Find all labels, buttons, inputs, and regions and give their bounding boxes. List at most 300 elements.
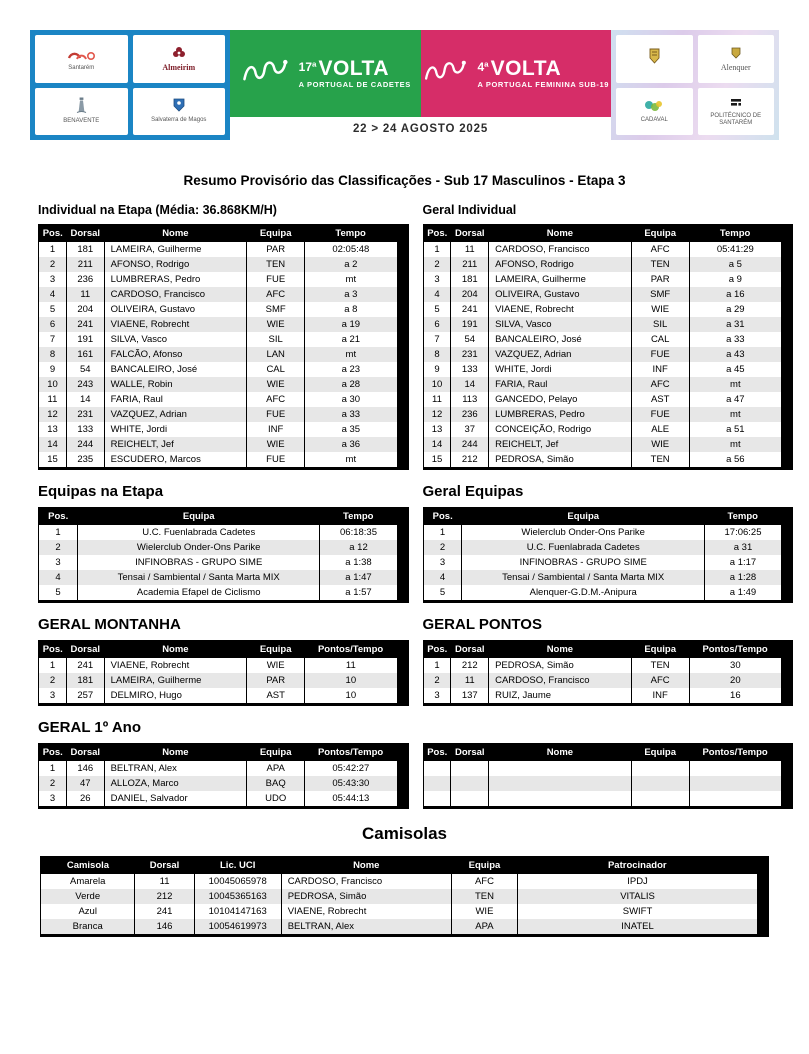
table-cell: 14 (66, 392, 104, 407)
header-banner (30, 30, 779, 140)
santarem-arches-icon (66, 46, 96, 65)
table-cell (423, 761, 451, 776)
table-cell: 3 (423, 272, 451, 287)
table-cell: LAMEIRA, Guilherme (489, 272, 632, 287)
table-cell: 11 (423, 392, 451, 407)
table-cell: WIE (247, 377, 305, 392)
table-cell (689, 791, 781, 808)
table-row (423, 673, 782, 688)
table-cell: 212 (451, 658, 489, 673)
event-banner (230, 30, 611, 140)
table-cell: a 19 (305, 317, 397, 332)
table-cell: 54 (451, 332, 489, 347)
table-row (39, 347, 398, 362)
table-cell: 16 (689, 688, 781, 705)
column-header: Nome (104, 225, 247, 243)
table-cell: 12 (39, 407, 67, 422)
almeirim-label: Almeirim (162, 63, 196, 73)
section-first-year (38, 706, 793, 809)
table-cell: 4 (39, 570, 78, 585)
table-cell: DANIEL, Salvador (104, 791, 247, 808)
table-cell: 9 (423, 362, 451, 377)
column-header: Pos. (423, 508, 462, 526)
stage-teams-table (38, 507, 398, 603)
table-cell: 14 (451, 377, 489, 392)
table-cell: 4 (423, 287, 451, 302)
table-row (39, 242, 398, 257)
table-cell: CONCEIÇÃO, Rodrigo (489, 422, 632, 437)
table-cell: AFC (631, 377, 689, 392)
table-row (39, 555, 398, 570)
general-individual-heading: Geral Individual (422, 203, 517, 217)
volta-logo-icon (240, 56, 292, 91)
table-cell: PAR (247, 242, 305, 257)
table-cell: U.C. Fuenlabrada Cadetes (462, 540, 705, 555)
table-cell: a 28 (305, 377, 397, 392)
table-cell: a 30 (305, 392, 397, 407)
table-row (39, 673, 398, 688)
table-cell: WIE (451, 904, 517, 919)
santarem-label: Santarém (68, 64, 95, 71)
table-cell: 05:42:27 (305, 761, 397, 776)
page-title: Resumo Provisório das Classificações - Sub 17 Masculinos - Etapa 3 (183, 173, 626, 188)
table-cell: a 1:57 (320, 585, 397, 602)
table-cell: IPDJ (518, 874, 758, 889)
table-cell: LUMBRERAS, Pedro (489, 407, 632, 422)
column-header: Dorsal (66, 641, 104, 659)
alenquer-logo (698, 35, 775, 83)
table-cell: REICHELT, Jef (489, 437, 632, 452)
table-cell: FARIA, Raul (489, 377, 632, 392)
table-cell: 204 (66, 302, 104, 317)
table-cell: 5 (39, 302, 67, 317)
table-cell: SIL (247, 332, 305, 347)
table-cell: 26 (66, 791, 104, 808)
table-cell: INFINOBRAS - GRUPO SIME (462, 555, 705, 570)
table-cell: CAL (247, 362, 305, 377)
table-cell: FARIA, Raul (104, 392, 247, 407)
table-cell: a 5 (689, 257, 781, 272)
table-row (423, 422, 782, 437)
table-cell: 113 (451, 392, 489, 407)
table-cell: a 8 (305, 302, 397, 317)
table-cell: 05:41:29 (689, 242, 781, 257)
table-cell: mt (689, 437, 781, 452)
header-row (39, 225, 398, 243)
table-cell: WHITE, Jordi (104, 422, 247, 437)
table-cell: 3 (39, 555, 78, 570)
table-cell: WIE (247, 658, 305, 673)
table-cell: 5 (423, 585, 462, 602)
table-cell (689, 776, 781, 791)
table-cell: a 35 (305, 422, 397, 437)
table-row (39, 791, 398, 808)
table-cell: Tensai / Sambiental / Santa Marta MIX (462, 570, 705, 585)
table-cell (451, 761, 489, 776)
table-cell: WIE (631, 302, 689, 317)
table-cell: APA (451, 919, 517, 936)
table-cell: AFONSO, Rodrigo (104, 257, 247, 272)
table-cell: 191 (451, 317, 489, 332)
stage-individual-heading: Individual na Etapa (Média: 36.868KM/H) (38, 203, 277, 217)
column-header: Pos. (423, 225, 451, 243)
table-cell: 8 (39, 347, 67, 362)
table-cell: CARDOSO, Francisco (104, 287, 247, 302)
table-row (39, 688, 398, 705)
column-header: Equipa (247, 744, 305, 762)
table-cell: a 1:17 (704, 555, 781, 570)
table-cell: 10045065978 (194, 874, 281, 889)
table-cell: ALE (631, 422, 689, 437)
table-cell: UDO (247, 791, 305, 808)
table-cell: 133 (451, 362, 489, 377)
table-cell: 11 (451, 242, 489, 257)
first-year-table (38, 743, 398, 809)
table-row (423, 242, 782, 257)
column-header: Pos. (39, 744, 67, 762)
table-cell: 02:05:48 (305, 242, 397, 257)
table-cell: a 1:49 (704, 585, 781, 602)
header-row (39, 744, 398, 762)
table-cell: 1 (423, 525, 462, 540)
table-cell: 11 (135, 874, 194, 889)
table-cell: 231 (451, 347, 489, 362)
general-teams-table (423, 507, 783, 603)
table-row (39, 392, 398, 407)
table-row (423, 688, 782, 705)
table-cell: LUMBRERAS, Pedro (104, 272, 247, 287)
sponsor-panel-left (30, 30, 230, 140)
table-cell: 11 (39, 392, 67, 407)
table-row (423, 525, 782, 540)
column-header: Tempo (305, 225, 397, 243)
table-cell: a 2 (305, 257, 397, 272)
table-cell: TEN (451, 889, 517, 904)
table-cell: SWIFT (518, 904, 758, 919)
table-cell: 3 (423, 688, 451, 705)
general-teams-table-wrap (423, 507, 794, 603)
stage-individual-table-wrap (38, 224, 409, 470)
table-cell: VAZQUEZ, Adrian (104, 407, 247, 422)
table-cell: TEN (247, 257, 305, 272)
jerseys-table-outer (40, 856, 769, 937)
table-cell: 10 (39, 377, 67, 392)
table-cell: AFC (631, 242, 689, 257)
table-cell: 243 (66, 377, 104, 392)
table-cell: AFC (247, 392, 305, 407)
table-cell: 1 (39, 658, 67, 673)
column-header: Pontos/Tempo (305, 744, 397, 762)
table-cell: 06:18:35 (320, 525, 397, 540)
table-row (423, 658, 782, 673)
table-row (423, 377, 782, 392)
table-cell: 204 (451, 287, 489, 302)
table-cell: 2 (423, 540, 462, 555)
table-cell: 10045365163 (194, 889, 281, 904)
politecnico-logo (698, 88, 775, 136)
table-cell: 10104147163 (194, 904, 281, 919)
almeirim-logo (133, 35, 226, 83)
header-row (423, 225, 782, 243)
table-row (423, 272, 782, 287)
header-row (423, 508, 782, 526)
table-cell: 14 (423, 437, 451, 452)
table-cell: 37 (451, 422, 489, 437)
volta-cadetes-banner (230, 30, 421, 117)
column-header: Tempo (704, 508, 781, 526)
table-cell: Tensai / Sambiental / Santa Marta MIX (77, 570, 320, 585)
table-cell (631, 776, 689, 791)
table-cell: 13 (39, 422, 67, 437)
table-cell: PEDROSA, Simão (489, 452, 632, 469)
column-header: Equipa (247, 641, 305, 659)
table-row (423, 287, 782, 302)
column-header: Equipa (631, 744, 689, 762)
table-cell: TEN (631, 452, 689, 469)
table-cell: a 36 (305, 437, 397, 452)
table-cell: 211 (451, 257, 489, 272)
table-cell: INATEL (518, 919, 758, 936)
table-cell: PAR (631, 272, 689, 287)
table-cell: LAMEIRA, Guilherme (104, 673, 247, 688)
table-cell: a 1:38 (320, 555, 397, 570)
table-row (423, 407, 782, 422)
table-row (423, 302, 782, 317)
table-cell: Wielerclub Onder-Ons Parike (462, 525, 705, 540)
points-table (423, 640, 783, 706)
table-cell: SIL (631, 317, 689, 332)
table-row (39, 452, 398, 469)
table-cell: a 12 (320, 540, 397, 555)
edition-number: 17ª (298, 59, 317, 74)
table-cell: a 3 (305, 287, 397, 302)
table-cell: AFONSO, Rodrigo (489, 257, 632, 272)
jerseys-table-wrap (40, 856, 769, 937)
table-cell: 211 (66, 257, 104, 272)
cadaval-label: CADAVAL (640, 116, 668, 123)
table-cell: 2 (39, 540, 78, 555)
table-cell: a 56 (689, 452, 781, 469)
table-cell: 133 (66, 422, 104, 437)
table-cell: 161 (66, 347, 104, 362)
almeirim-flower-icon (172, 46, 186, 64)
column-header: Camisola (41, 857, 135, 875)
header-row (39, 508, 398, 526)
stage-teams-heading: Equipas na Etapa (38, 483, 164, 500)
table-row (423, 317, 782, 332)
table-cell: 54 (66, 362, 104, 377)
mountain-table (38, 640, 398, 706)
column-header: Dorsal (66, 225, 104, 243)
table-row (423, 555, 782, 570)
table-cell: a 45 (689, 362, 781, 377)
table-cell: 244 (66, 437, 104, 452)
table-cell: Verde (41, 889, 135, 904)
table-row (423, 761, 782, 776)
column-header: Dorsal (451, 744, 489, 762)
table-row (39, 257, 398, 272)
table-cell: ALLOZA, Marco (104, 776, 247, 791)
table-row (423, 452, 782, 469)
table-cell: 3 (39, 791, 67, 808)
table-row (39, 585, 398, 602)
table-cell: a 43 (689, 347, 781, 362)
column-header: Equipa (631, 225, 689, 243)
table-row (39, 272, 398, 287)
table-cell: 1 (39, 761, 67, 776)
table-cell (451, 776, 489, 791)
header-row (423, 744, 782, 762)
table-cell: 7 (39, 332, 67, 347)
table-cell: RUIZ, Jaume (489, 688, 632, 705)
table-row (423, 362, 782, 377)
points-heading: GERAL PONTOS (422, 616, 542, 633)
first-year-heading-spacer (423, 719, 794, 736)
table-cell: 241 (66, 658, 104, 673)
table-cell: BAQ (247, 776, 305, 791)
table-row (39, 540, 398, 555)
table-cell: 2 (39, 776, 67, 791)
table-cell: 6 (423, 317, 451, 332)
table-cell: PEDROSA, Simão (489, 658, 632, 673)
table-cell: 241 (66, 317, 104, 332)
column-header: Equipa (462, 508, 705, 526)
column-header: Pos. (39, 225, 67, 243)
jerseys-table (40, 856, 758, 937)
table-cell: Branca (41, 919, 135, 936)
table-cell: 4 (39, 287, 67, 302)
salvaterra-label: Salvaterra de Magos (151, 117, 207, 124)
table-cell: CAL (631, 332, 689, 347)
benavente-label: BENAVENTE (63, 118, 100, 125)
table-cell: a 1:47 (320, 570, 397, 585)
table-cell: VITALIS (518, 889, 758, 904)
column-header: Pontos/Tempo (689, 641, 781, 659)
table-cell: WIE (631, 437, 689, 452)
salvaterra-crest-icon (173, 98, 185, 117)
column-header: Dorsal (135, 857, 194, 875)
table-row (39, 377, 398, 392)
table-cell: INF (247, 422, 305, 437)
table-cell: APA (247, 761, 305, 776)
table-cell: CARDOSO, Francisco (489, 242, 632, 257)
table-row (41, 889, 758, 904)
table-cell: 146 (66, 761, 104, 776)
table-cell: 3 (39, 272, 67, 287)
table-cell: 2 (423, 673, 451, 688)
table-cell: PEDROSA, Simão (281, 889, 451, 904)
column-header: Dorsal (66, 744, 104, 762)
volta-feminina-subtitle: A PORTUGAL FEMININA SUB-19 (477, 79, 610, 89)
table-cell: CARDOSO, Francisco (489, 673, 632, 688)
table-cell (451, 791, 489, 808)
column-header: Nome (489, 641, 632, 659)
volta-word: VOLTA (490, 56, 562, 80)
table-cell: Alenquer-G.D.M.-Anipura (462, 585, 705, 602)
table-cell (689, 761, 781, 776)
table-row (39, 362, 398, 377)
table-cell: INF (631, 362, 689, 377)
alenquer-label: Alenquer (720, 63, 751, 73)
volta-logo-icon (422, 57, 470, 90)
table-cell: 191 (66, 332, 104, 347)
edition-number: 4ª (477, 59, 489, 74)
column-header: Pontos/Tempo (689, 744, 781, 762)
section-teams (38, 470, 793, 603)
table-row (39, 437, 398, 452)
table-cell: 10 (423, 377, 451, 392)
table-cell: DELMIRO, Hugo (104, 688, 247, 705)
table-cell: SMF (247, 302, 305, 317)
mountain-heading: GERAL MONTANHA (38, 616, 181, 633)
municipal-crest-icon (648, 48, 661, 69)
table-cell: Wielerclub Onder-Ons Parike (77, 540, 320, 555)
first-year-table-wrap (38, 743, 409, 809)
table-cell: a 16 (689, 287, 781, 302)
table-row (41, 904, 758, 919)
volta-cadetes-text (298, 56, 411, 89)
table-cell: 10 (305, 688, 397, 705)
column-header: Tempo (320, 508, 397, 526)
table-cell: 2 (39, 673, 67, 688)
table-cell: LAN (247, 347, 305, 362)
column-header: Pontos/Tempo (305, 641, 397, 659)
table-cell: mt (305, 347, 397, 362)
table-row (39, 658, 398, 673)
table-cell: SILVA, Vasco (489, 317, 632, 332)
table-cell: WALLE, Robin (104, 377, 247, 392)
table-cell: 181 (66, 242, 104, 257)
column-header: Dorsal (451, 641, 489, 659)
table-cell: INF (631, 688, 689, 705)
table-cell: a 9 (689, 272, 781, 287)
table-cell: VIAENE, Robrecht (489, 302, 632, 317)
table-cell: 11 (66, 287, 104, 302)
table-cell: 47 (66, 776, 104, 791)
table-cell: AST (247, 688, 305, 705)
table-cell: a 29 (689, 302, 781, 317)
stage-individual-table (38, 224, 398, 470)
header-row (41, 857, 758, 875)
table-cell: mt (305, 272, 397, 287)
volta-feminina-banner (421, 30, 612, 117)
table-cell: VIAENE, Robrecht (281, 904, 451, 919)
table-cell: 1 (39, 242, 67, 257)
table-cell: mt (305, 452, 397, 469)
table-cell: SMF (631, 287, 689, 302)
santarem-logo (35, 35, 128, 83)
table-cell: 236 (451, 407, 489, 422)
first-year-empty-table (423, 743, 783, 809)
table-row (39, 407, 398, 422)
volta-cadetes-subtitle: A PORTUGAL DE CADETES (298, 79, 411, 89)
table-cell: BANCALEIRO, José (104, 362, 247, 377)
header-row (423, 641, 782, 659)
event-dates: 22 > 24 AGOSTO 2025 (230, 117, 611, 140)
table-cell: 1 (39, 525, 78, 540)
table-cell: 20 (689, 673, 781, 688)
column-header: Nome (489, 225, 632, 243)
sponsor-panel-right (611, 30, 779, 140)
column-header: Nome (104, 744, 247, 762)
table-cell: a 23 (305, 362, 397, 377)
table-cell: a 47 (689, 392, 781, 407)
column-header: Pos. (423, 744, 451, 762)
table-row (423, 540, 782, 555)
table-cell: SILVA, Vasco (104, 332, 247, 347)
table-cell: FUE (631, 407, 689, 422)
table-cell (489, 791, 632, 808)
